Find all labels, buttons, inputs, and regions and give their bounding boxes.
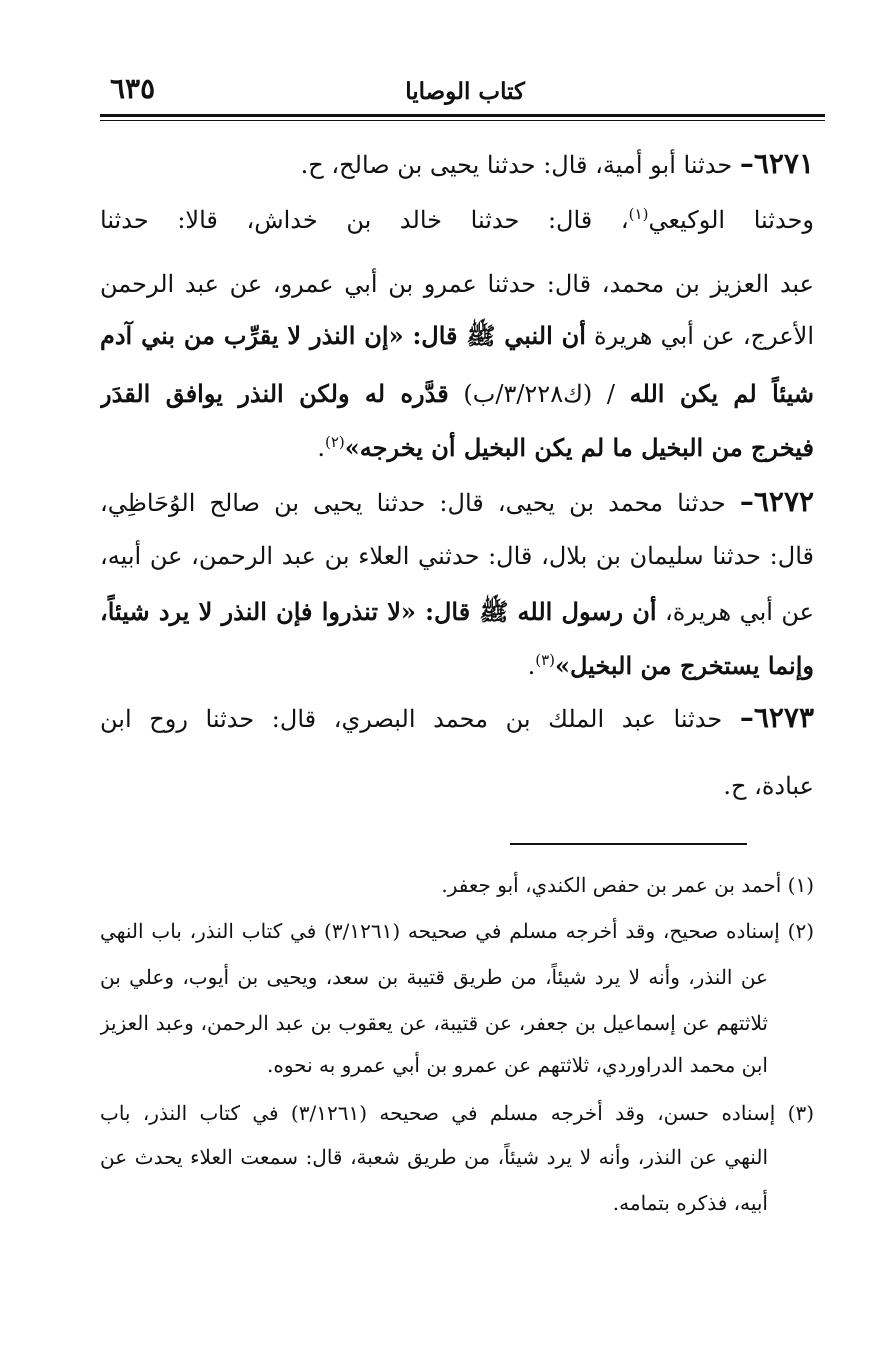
body-line-8	[100, 534, 814, 578]
footnote-text: (٣) إسناده حسن، وقد أخرجه مسلم في صحيحه (٣/١٢٦١) في كتاب النذر، باب	[100, 1101, 814, 1125]
body-line-9	[100, 590, 814, 634]
body-line-5	[100, 372, 814, 416]
footnote-text: النهي عن النذر، وأنه لا يرد شيئاً، من طريق شعبة، قال: سمعت العلاء يحدث عن	[100, 1145, 768, 1169]
hadith-number-6272: ٦٢٧٢–	[739, 485, 814, 518]
footnote-2-line-2	[100, 958, 768, 996]
hadith-matn: قدَّره له ولكن النذر يوافق القدَر	[100, 379, 449, 408]
body-text: .	[527, 652, 536, 680]
footnote-text: أبيه، فذكره بتمامه.	[612, 1191, 768, 1215]
hadith-matn: أن رسول الله ﷺ قال: «لا تنذروا فإن النذر لا يرد شيئاً،	[100, 597, 657, 626]
header-rule-thick	[100, 114, 825, 117]
body-text: عبادة، ح.	[723, 772, 814, 800]
footnote-text: عن النذر، وأنه لا يرد شيئاً، من طريق قتيبة بن سعد، ويحيى بن أيوب، وعلي بن	[100, 965, 768, 989]
body-line-7	[100, 480, 814, 524]
page-header	[100, 70, 825, 118]
footnote-2-line-3	[100, 1004, 768, 1042]
body-text: حدثنا محمد بن يحيى، قال: حدثنا يحيى بن صالح الوُحَاظِي،	[100, 489, 740, 517]
header-rule-thin	[100, 120, 825, 121]
body-text: الأعرج، عن أبي هريرة	[585, 322, 814, 350]
body-line-12	[723, 764, 814, 808]
footnote-3-line-1	[100, 1094, 814, 1132]
body-line-1	[301, 142, 814, 186]
footnote-text: (٢) إسناده صحيح، وقد أخرجه مسلم في صحيحه (٣/١٢٦١) في كتاب النذر، باب النهي	[100, 919, 814, 943]
body-line-6	[317, 426, 814, 470]
footnote-3-line-3	[613, 1184, 768, 1222]
footnote-3-line-2	[100, 1138, 768, 1176]
body-text: عبد العزيز بن محمد، قال: حدثنا عمرو بن أبي عمرو، عن عبد الرحمن	[100, 270, 814, 298]
footnote-text: ثلاثتهم عن إسماعيل بن جعفر، عن قتيبة، عن يعقوب بن عبد الرحمن، وعبد العزيز	[100, 1011, 768, 1035]
hadith-matn: شيئاً لم يكن الله	[629, 379, 814, 408]
footnote-ref-1: (١)	[628, 205, 649, 223]
body-text: ، قال: حدثنا خالد بن خداش، قالا: حدثنا	[100, 206, 629, 234]
body-text: .	[317, 434, 325, 462]
footnote-text: (١) أحمد بن عمر بن حفص الكندي، أبو جعفر.	[441, 873, 814, 897]
hadith-number-6271: ٦٢٧١–	[739, 147, 814, 180]
body-line-2	[100, 198, 814, 242]
hadith-matn: فيخرج من البخيل ما لم يكن البخيل أن يخرجه»	[344, 433, 814, 462]
body-line-3	[100, 262, 814, 306]
body-line-4	[100, 314, 814, 358]
footnote-1	[441, 866, 814, 904]
body-text: حدثنا عبد الملك بن محمد البصري، قال: حدثنا روح ابن	[100, 705, 740, 733]
hadith-matn: أن النبي ﷺ قال: «إن النذر لا يقرِّب من بني آدم	[100, 321, 586, 350]
book-title: كتاب الوصايا	[405, 78, 525, 105]
page-number: ٦٣٥	[110, 72, 156, 105]
footnote-2-line-4	[267, 1046, 768, 1084]
footnote-ref-2: (٢)	[324, 433, 345, 451]
body-text: قال: حدثنا سليمان بن بلال، قال: حدثني العلاء بن عبد الرحمن، عن أبيه،	[100, 542, 814, 570]
footnote-separator	[510, 843, 747, 845]
footnote-2-line-1	[100, 912, 814, 950]
body-text: حدثنا أبو أمية، قال: حدثنا يحيى بن صالح، ح.	[300, 151, 740, 179]
hadith-number-6273: ٦٢٧٣–	[739, 701, 814, 734]
hadith-matn: وإنما يستخرج من البخيل»	[554, 651, 814, 680]
manuscript-ref: / (ك٣/٢٢٨/ب)	[448, 380, 630, 408]
body-text: وحدثنا الوكيعي	[648, 206, 814, 234]
body-line-11	[100, 696, 814, 740]
footnote-text: ابن محمد الدراوردي، ثلاثتهم عن عمرو بن أبي عمرو به نحوه.	[267, 1053, 768, 1077]
body-line-10	[528, 644, 814, 688]
footnote-ref-3: (٣)	[535, 651, 555, 669]
body-text: عن أبي هريرة،	[656, 598, 814, 626]
